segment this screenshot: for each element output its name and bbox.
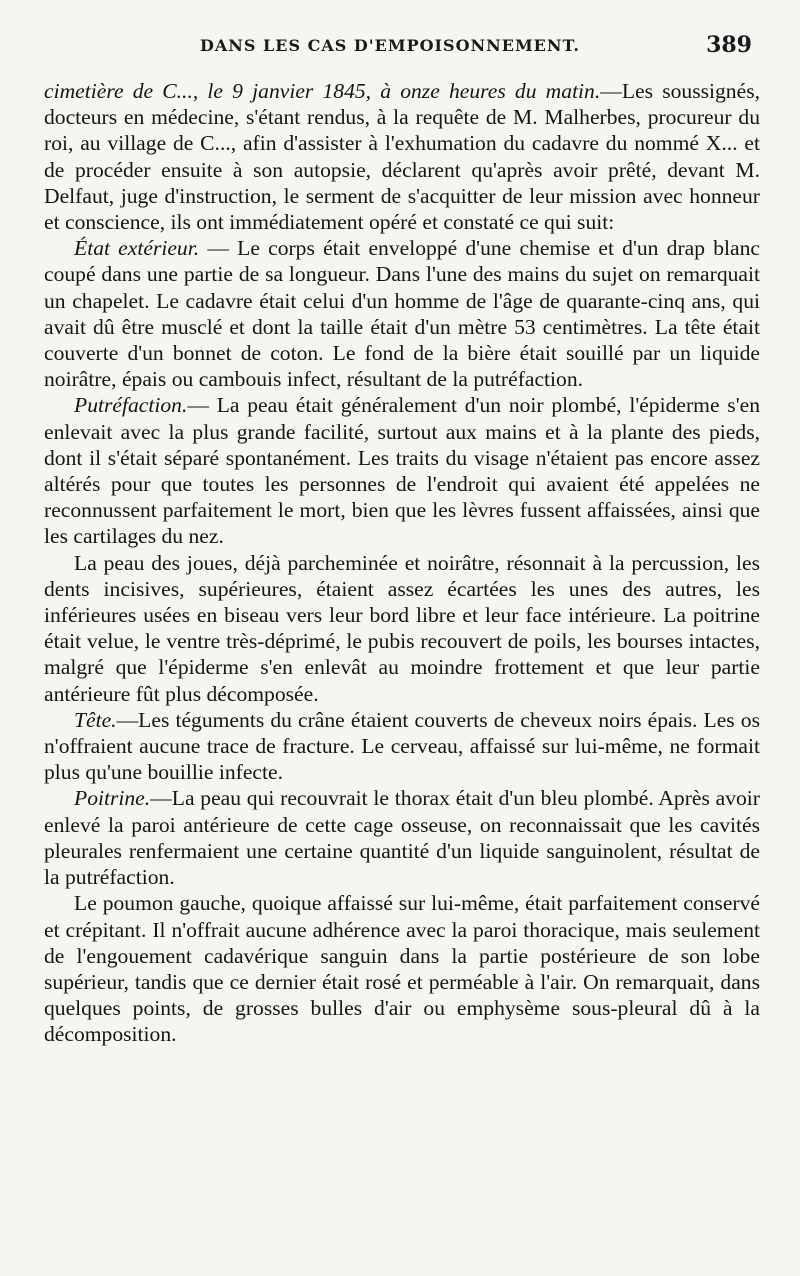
paragraph-lead: cimetière de C..., le 9 janvier 1845, à onze heures du matin. <box>44 79 601 103</box>
paragraph-text: — La peau était généralement d'un noir plombé, l'épiderme s'en enlevait avec la plus grande facilité, surtout aux mains et à la plante des pieds, dont il s'était séparé spontanément. Les traits du visage n'étaient pas encore assez altérés pour que toutes les personnes de l'endroit qui avaient été appelées ne reconnussent parfaitement le mort, bien que les lèvres fussent affaissées, ainsi que les cartilages du nez. <box>44 393 760 549</box>
paragraph-lead: Putréfaction. <box>74 393 188 418</box>
paragraph-text: — Le corps était enveloppé d'une chemise et d'un drap blanc coupé dans une partie de sa longueur. Dans l'une des mains du sujet on remarquait un chapelet. Le cadavre était celui d'un homme de l'âge de quarante-cinq ans, qui avait dû être musclé et dont la taille était d'un mètre 53 centimètres. La tête était couverte d'un bonnet de coton. Le fond de la bière était souillé par un liquide noirâtre, épais ou cambouis infect, résultant de la putréfaction. <box>44 236 760 392</box>
running-title: DANS LES CAS D'EMPOISONNEMENT. <box>200 36 580 55</box>
paragraph-exhumation <box>44 78 760 235</box>
paragraph-text: —Les soussignés, docteurs en médecine, s'étant rendus, à la requête de M. Malherbes, procureur du roi, au village de C..., afin d'assister à l'exhumation du cadavre du nommé X... et de procéder ensuite à son autopsie, déclarent qu'après avoir prêté, devant M. Delfaut, juge d'instruction, le serment de s'acquitter de leur mission avec honneur et conscience, ils ont immédiatement opéré et constaté ce qui suit: <box>44 79 760 235</box>
paragraph-peau-joues <box>44 550 760 707</box>
paragraph-poumon-gauche <box>44 890 760 1047</box>
paragraph-text: Le poumon gauche, quoique affaissé sur lui-même, était parfaitement conservé et crépitant. Il n'offrait aucune adhérence avec la paroi thoracique, mais seulement de l'engouement cadavérique sanguin dans la partie postérieure de son lobe supérieur, tandis que ce dernier était rosé et perméable à l'air. On remarquait, dans quelques points, de grosses bulles d'air ou emphysème sous-pleural dû à la décomposition. <box>44 891 760 1047</box>
paragraph-text: —Les téguments du crâne étaient couverts de cheveux noirs épais. Les os n'offraient aucune trace de fracture. Le cerveau, affaissé sur lui-même, ne formait plus qu'une bouillie infecte. <box>44 707 760 785</box>
paragraph-text: La peau des joues, déjà parcheminée et noirâtre, résonnait à la percussion, les dents incisives, supérieures, étaient assez écartées les unes des autres, les inférieures usées en biseau vers leur bord libre et leur face intérieure. La poitrine était velue, le ventre très-déprimé, le pubis recouvert de poils, les bourses intactes, malgré que l'épiderme s'en enlevât au moindre frottement et que leur partie antérieure fût plus décomposée. <box>44 550 760 706</box>
paragraph-poitrine <box>44 785 760 890</box>
paragraph-tete <box>44 707 760 786</box>
paragraph-etat-exterieur <box>44 235 760 392</box>
page-number: 389 <box>706 32 752 58</box>
page-header <box>40 32 752 64</box>
paragraph-lead: Poitrine. <box>74 786 151 811</box>
paragraph-text: —La peau qui recouvrait le thorax était d'un bleu plombé. Après avoir enlevé la paroi antérieure de cette cage osseuse, on reconnaissait que les cavités pleurales renfermaient une certaine quantité d'un liquide sanguinolent, résultat de la putréfaction. <box>44 786 760 890</box>
paragraph-putrefaction <box>44 392 760 549</box>
body-text <box>44 78 760 1048</box>
paragraph-lead: Tête. <box>74 707 117 732</box>
paragraph-lead: État extérieur. <box>74 236 200 261</box>
